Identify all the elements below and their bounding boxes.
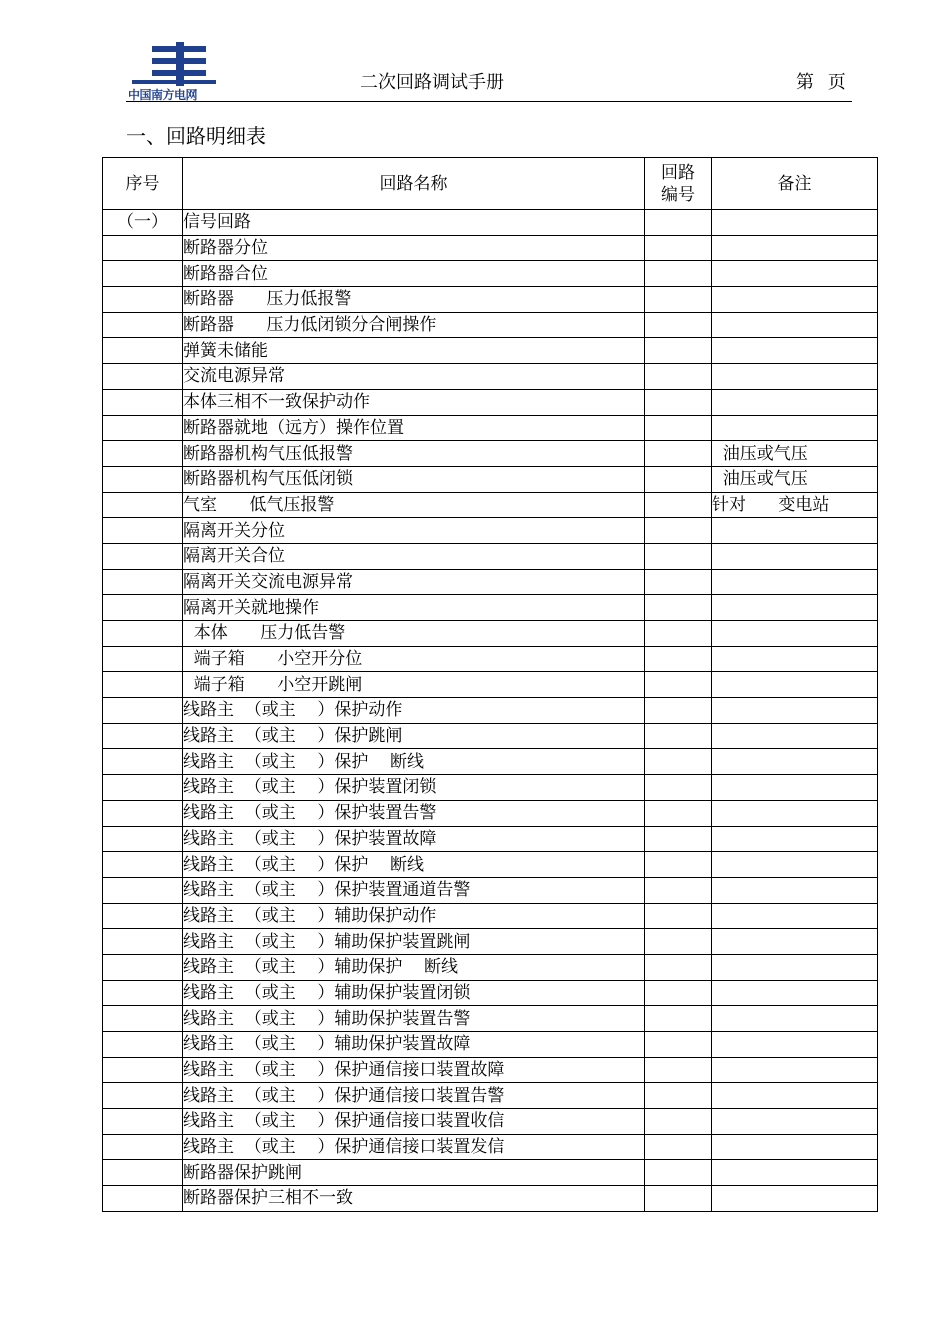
table-row bbox=[103, 1160, 878, 1186]
circuit-name-cell: 线路主 （或主 ）辅助保护 断线 bbox=[183, 954, 645, 980]
document-title: 二次回路调试手册 bbox=[360, 72, 504, 93]
circuit-code-cell bbox=[645, 466, 712, 492]
table-row bbox=[103, 877, 878, 903]
remark-cell bbox=[712, 1057, 878, 1083]
circuit-code-cell bbox=[645, 1109, 712, 1135]
circuit-name-cell: 线路主 （或主 ）保护 断线 bbox=[183, 749, 645, 775]
row-number-cell bbox=[103, 1109, 183, 1135]
row-number-cell bbox=[103, 826, 183, 852]
circuit-name-cell: 断路器保护跳闸 bbox=[183, 1160, 645, 1186]
table-row bbox=[103, 826, 878, 852]
table-row bbox=[103, 621, 878, 647]
circuit-code-cell bbox=[645, 980, 712, 1006]
remark-cell bbox=[712, 929, 878, 955]
row-number-cell bbox=[103, 775, 183, 801]
column-header-no: 序号 bbox=[103, 158, 183, 210]
remark-cell bbox=[712, 415, 878, 441]
circuit-name-cell: 线路主 （或主 ）辅助保护动作 bbox=[183, 903, 645, 929]
row-number-cell bbox=[103, 338, 183, 364]
table-row bbox=[103, 852, 878, 878]
row-number-cell bbox=[103, 569, 183, 595]
remark-cell bbox=[712, 800, 878, 826]
circuit-name-cell: 线路主 （或主 ）保护 断线 bbox=[183, 852, 645, 878]
circuit-code-cell bbox=[645, 338, 712, 364]
remark-cell bbox=[712, 698, 878, 724]
remark-cell bbox=[712, 826, 878, 852]
row-number-cell bbox=[103, 723, 183, 749]
circuit-name-cell: 隔离开关就地操作 bbox=[183, 595, 645, 621]
table-row bbox=[103, 389, 878, 415]
logo-mark-icon bbox=[128, 42, 220, 86]
circuit-name-cell: 线路主 （或主 ）保护装置闭锁 bbox=[183, 775, 645, 801]
circuit-name-cell: 本体 压力低告警 bbox=[183, 621, 645, 647]
row-number-cell bbox=[103, 1160, 183, 1186]
row-number-cell bbox=[103, 929, 183, 955]
row-number-cell bbox=[103, 621, 183, 647]
row-number-cell bbox=[103, 389, 183, 415]
circuit-name-cell: 线路主 （或主 ）保护动作 bbox=[183, 698, 645, 724]
remark-cell bbox=[712, 569, 878, 595]
row-number-cell bbox=[103, 261, 183, 287]
circuit-name-cell: 线路主 （或主 ）辅助保护装置闭锁 bbox=[183, 980, 645, 1006]
circuit-name-cell: 断路器 压力低报警 bbox=[183, 287, 645, 313]
table-row bbox=[103, 646, 878, 672]
row-number-cell bbox=[103, 441, 183, 467]
circuit-code-cell bbox=[645, 698, 712, 724]
remark-cell bbox=[712, 312, 878, 338]
remark-cell bbox=[712, 852, 878, 878]
table-row bbox=[103, 364, 878, 390]
column-header-code bbox=[645, 158, 712, 210]
table-header-row bbox=[103, 158, 878, 210]
circuit-code-cell bbox=[645, 877, 712, 903]
remark-cell bbox=[712, 980, 878, 1006]
row-number-cell bbox=[103, 1134, 183, 1160]
table-row bbox=[103, 672, 878, 698]
table-row bbox=[103, 415, 878, 441]
table-row bbox=[103, 210, 878, 236]
column-header-name: 回路名称 bbox=[183, 158, 645, 210]
circuit-name-cell: 端子箱 小空开分位 bbox=[183, 646, 645, 672]
remark-cell bbox=[712, 621, 878, 647]
circuit-name-cell: 断路器保护三相不一致 bbox=[183, 1186, 645, 1212]
remark-cell: 针对 变电站 bbox=[712, 492, 878, 518]
remark-cell bbox=[712, 723, 878, 749]
table-row bbox=[103, 261, 878, 287]
circuit-name-cell: 线路主 （或主 ）辅助保护装置跳闸 bbox=[183, 929, 645, 955]
table-row bbox=[103, 1109, 878, 1135]
logo-text: 中国南方电网 bbox=[128, 88, 198, 102]
circuit-code-cell bbox=[645, 621, 712, 647]
remark-cell: 油压或气压 bbox=[712, 466, 878, 492]
circuit-code-cell bbox=[645, 312, 712, 338]
table-row bbox=[103, 954, 878, 980]
table-row bbox=[103, 1057, 878, 1083]
circuit-code-cell bbox=[645, 646, 712, 672]
circuit-code-cell bbox=[645, 1134, 712, 1160]
table-row bbox=[103, 723, 878, 749]
circuit-code-cell bbox=[645, 569, 712, 595]
table-row bbox=[103, 569, 878, 595]
circuit-code-cell bbox=[645, 261, 712, 287]
row-number-cell bbox=[103, 543, 183, 569]
circuit-name-cell: 线路主 （或主 ）辅助保护装置告警 bbox=[183, 1006, 645, 1032]
remark-cell bbox=[712, 775, 878, 801]
table-row bbox=[103, 749, 878, 775]
circuit-code-cell bbox=[645, 929, 712, 955]
column-header-code-text: 回路 编号 bbox=[661, 162, 695, 205]
circuit-name-cell: 断路器合位 bbox=[183, 261, 645, 287]
circuit-code-cell bbox=[645, 1083, 712, 1109]
row-number-cell bbox=[103, 903, 183, 929]
company-logo bbox=[128, 42, 220, 104]
table-row bbox=[103, 518, 878, 544]
circuit-detail-table bbox=[102, 157, 878, 1212]
circuit-name-cell: 端子箱 小空开跳闸 bbox=[183, 672, 645, 698]
row-number-cell bbox=[103, 1006, 183, 1032]
circuit-name-cell: 线路主 （或主 ）保护通信接口装置故障 bbox=[183, 1057, 645, 1083]
circuit-code-cell bbox=[645, 543, 712, 569]
circuit-name-cell: 线路主 （或主 ）保护装置告警 bbox=[183, 800, 645, 826]
table-row bbox=[103, 1006, 878, 1032]
table-row bbox=[103, 800, 878, 826]
table-row bbox=[103, 338, 878, 364]
circuit-name-cell: 线路主 （或主 ）保护装置故障 bbox=[183, 826, 645, 852]
table-row bbox=[103, 929, 878, 955]
circuit-name-cell: 线路主 （或主 ）保护通信接口装置告警 bbox=[183, 1083, 645, 1109]
remark-cell bbox=[712, 1186, 878, 1212]
remark-cell bbox=[712, 338, 878, 364]
circuit-code-cell bbox=[645, 1057, 712, 1083]
row-number-cell bbox=[103, 954, 183, 980]
row-number-cell bbox=[103, 466, 183, 492]
circuit-name-cell: 弹簧未储能 bbox=[183, 338, 645, 364]
row-number-cell bbox=[103, 415, 183, 441]
remark-cell bbox=[712, 1032, 878, 1058]
row-number-cell bbox=[103, 492, 183, 518]
circuit-code-cell bbox=[645, 287, 712, 313]
remark-cell bbox=[712, 235, 878, 261]
table-row bbox=[103, 1186, 878, 1212]
remark-cell bbox=[712, 1160, 878, 1186]
row-number-cell bbox=[103, 235, 183, 261]
remark-cell bbox=[712, 1109, 878, 1135]
circuit-name-cell: 线路主 （或主 ）保护装置通道告警 bbox=[183, 877, 645, 903]
table-row bbox=[103, 1032, 878, 1058]
row-number-cell bbox=[103, 749, 183, 775]
table-row bbox=[103, 312, 878, 338]
remark-cell bbox=[712, 1083, 878, 1109]
remark-cell bbox=[712, 518, 878, 544]
remark-cell bbox=[712, 210, 878, 236]
circuit-code-cell bbox=[645, 826, 712, 852]
circuit-name-cell: 线路主 （或主 ）保护通信接口装置收信 bbox=[183, 1109, 645, 1135]
table-row bbox=[103, 903, 878, 929]
row-number-cell bbox=[103, 595, 183, 621]
remark-cell bbox=[712, 595, 878, 621]
circuit-code-cell bbox=[645, 954, 712, 980]
row-number-cell bbox=[103, 646, 183, 672]
table-row bbox=[103, 980, 878, 1006]
circuit-name-cell: 断路器机构气压低报警 bbox=[183, 441, 645, 467]
column-header-note: 备注 bbox=[712, 158, 878, 210]
circuit-code-cell bbox=[645, 364, 712, 390]
circuit-code-cell bbox=[645, 1032, 712, 1058]
circuit-code-cell bbox=[645, 595, 712, 621]
circuit-name-cell: 线路主 （或主 ）保护通信接口装置发信 bbox=[183, 1134, 645, 1160]
circuit-name-cell: 线路主 （或主 ）辅助保护装置故障 bbox=[183, 1032, 645, 1058]
remark-cell bbox=[712, 954, 878, 980]
row-number-cell bbox=[103, 518, 183, 544]
row-number-cell bbox=[103, 364, 183, 390]
circuit-name-cell: 隔离开关合位 bbox=[183, 543, 645, 569]
circuit-name-cell: 隔离开关交流电源异常 bbox=[183, 569, 645, 595]
circuit-name-cell: 线路主 （或主 ）保护跳闸 bbox=[183, 723, 645, 749]
header-divider bbox=[126, 101, 852, 102]
remark-cell bbox=[712, 672, 878, 698]
circuit-name-cell: 断路器 压力低闭锁分合闸操作 bbox=[183, 312, 645, 338]
circuit-name-cell: 断路器分位 bbox=[183, 235, 645, 261]
circuit-code-cell bbox=[645, 441, 712, 467]
circuit-name-cell: 交流电源异常 bbox=[183, 364, 645, 390]
row-number-cell bbox=[103, 980, 183, 1006]
circuit-code-cell bbox=[645, 1006, 712, 1032]
remark-cell bbox=[712, 646, 878, 672]
row-number-cell: （一） bbox=[103, 210, 183, 236]
row-number-cell bbox=[103, 1083, 183, 1109]
row-number-cell bbox=[103, 800, 183, 826]
row-number-cell bbox=[103, 1186, 183, 1212]
circuit-code-cell bbox=[645, 1186, 712, 1212]
circuit-name-cell: 信号回路 bbox=[183, 210, 645, 236]
circuit-name-cell: 气室 低气压报警 bbox=[183, 492, 645, 518]
remark-cell bbox=[712, 749, 878, 775]
table-row bbox=[103, 1083, 878, 1109]
remark-cell bbox=[712, 1134, 878, 1160]
row-number-cell bbox=[103, 698, 183, 724]
circuit-code-cell bbox=[645, 672, 712, 698]
table-row bbox=[103, 492, 878, 518]
row-number-cell bbox=[103, 312, 183, 338]
remark-cell bbox=[712, 543, 878, 569]
circuit-code-cell bbox=[645, 210, 712, 236]
remark-cell bbox=[712, 389, 878, 415]
circuit-code-cell bbox=[645, 749, 712, 775]
remark-cell bbox=[712, 364, 878, 390]
table-row bbox=[103, 775, 878, 801]
remark-cell bbox=[712, 287, 878, 313]
row-number-cell bbox=[103, 672, 183, 698]
remark-cell bbox=[712, 261, 878, 287]
remark-cell: 油压或气压 bbox=[712, 441, 878, 467]
table-row bbox=[103, 466, 878, 492]
table-row bbox=[103, 595, 878, 621]
remark-cell bbox=[712, 877, 878, 903]
circuit-code-cell bbox=[645, 235, 712, 261]
circuit-name-cell: 断路器机构气压低闭锁 bbox=[183, 466, 645, 492]
circuit-code-cell bbox=[645, 1160, 712, 1186]
table-row bbox=[103, 698, 878, 724]
table-row bbox=[103, 287, 878, 313]
circuit-code-cell bbox=[645, 492, 712, 518]
row-number-cell bbox=[103, 1032, 183, 1058]
circuit-name-cell: 本体三相不一致保护动作 bbox=[183, 389, 645, 415]
section-title: 一、回路明细表 bbox=[126, 124, 266, 148]
row-number-cell bbox=[103, 1057, 183, 1083]
circuit-code-cell bbox=[645, 775, 712, 801]
circuit-code-cell bbox=[645, 389, 712, 415]
table-row bbox=[103, 1134, 878, 1160]
table-row bbox=[103, 235, 878, 261]
row-number-cell bbox=[103, 877, 183, 903]
row-number-cell bbox=[103, 287, 183, 313]
circuit-code-cell bbox=[645, 800, 712, 826]
circuit-name-cell: 隔离开关分位 bbox=[183, 518, 645, 544]
table-row bbox=[103, 441, 878, 467]
circuit-code-cell bbox=[645, 518, 712, 544]
circuit-name-cell: 断路器就地（远方）操作位置 bbox=[183, 415, 645, 441]
row-number-cell bbox=[103, 852, 183, 878]
circuit-code-cell bbox=[645, 903, 712, 929]
remark-cell bbox=[712, 903, 878, 929]
page-number-label: 第 页 bbox=[796, 72, 846, 93]
circuit-code-cell bbox=[645, 415, 712, 441]
circuit-code-cell bbox=[645, 723, 712, 749]
circuit-code-cell bbox=[645, 852, 712, 878]
table-row bbox=[103, 543, 878, 569]
remark-cell bbox=[712, 1006, 878, 1032]
